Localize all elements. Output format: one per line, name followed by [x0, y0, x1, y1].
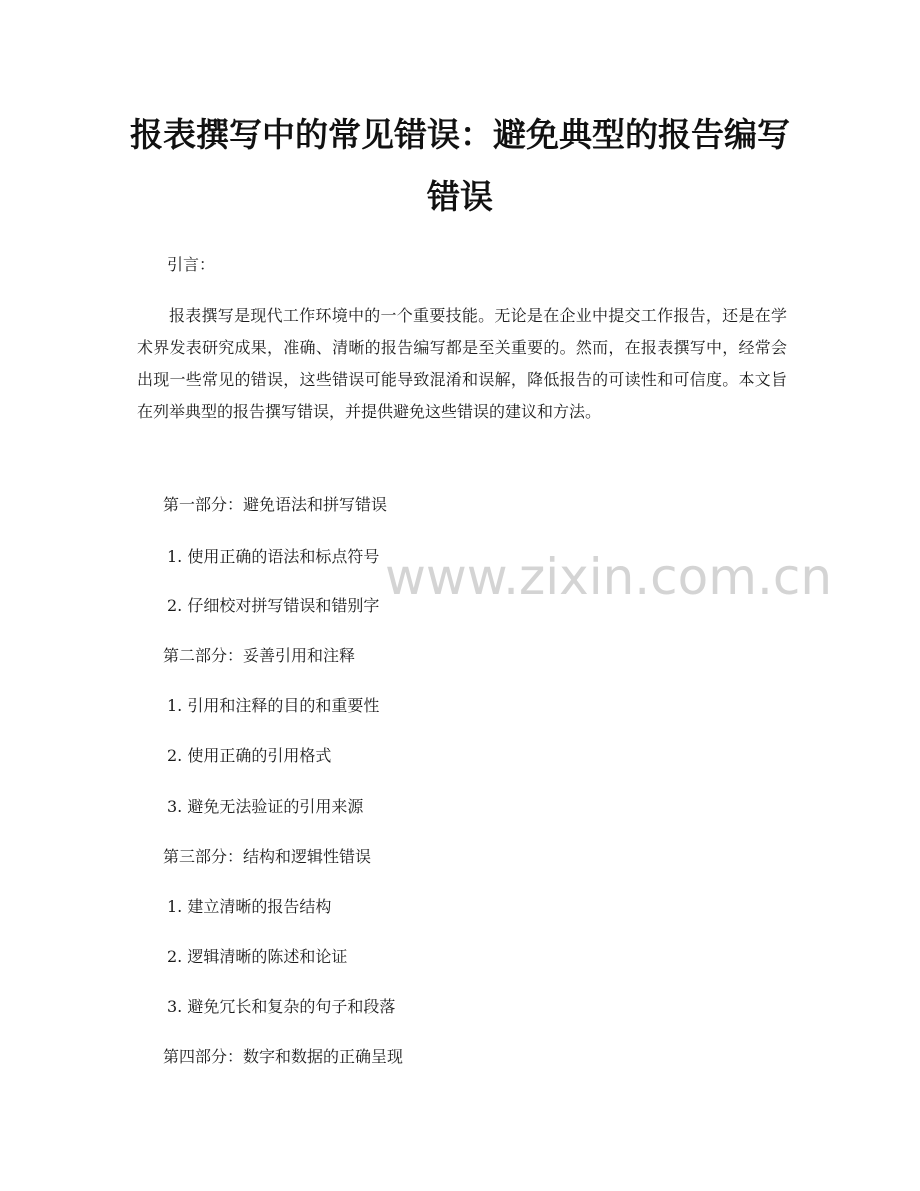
list-item: 1. 建立清晰的报告结构: [167, 897, 332, 916]
list-item: 2. 使用正确的引用格式: [167, 746, 332, 765]
section-heading-3: 第三部分：结构和逻辑性错误: [163, 847, 372, 866]
list-item: 3. 避免无法验证的引用来源: [167, 797, 364, 816]
section-heading-4: 第四部分：数字和数据的正确呈现: [163, 1047, 404, 1066]
list-item: 2. 仔细校对拼写错误和错别字: [167, 596, 380, 615]
list-item: 1. 引用和注释的目的和重要性: [167, 696, 380, 715]
list-item: 1. 使用正确的语法和标点符号: [167, 547, 380, 566]
list-item: 3. 避免冗长和复杂的句子和段落: [167, 997, 396, 1016]
page-title: 报表撰写中的常见错误：避免典型的报告编写错误: [130, 115, 790, 216]
list-item: 2. 逻辑清晰的陈述和论证: [167, 947, 348, 966]
section-heading-2: 第二部分：妥善引用和注释: [163, 646, 356, 665]
intro-paragraph: 报表撰写是现代工作环境中的一个重要技能。无论是在企业中提交工作报告，还是在学术界发表研究成果，准确、清晰的报告编写都是至关重要的。然而，在报表撰写中，经常会出现一些常见的错误，这些错误可能导致混淆和误解，降低报告的可读性和可信度。本文旨在列举典型的报告撰写错误，并提供避免这些错误的建议和方法。: [137, 306, 787, 421]
intro-label: 引言：: [167, 255, 216, 274]
section-heading-1: 第一部分：避免语法和拼写错误: [163, 495, 388, 514]
watermark: www.zixin.com.cn: [385, 548, 833, 606]
